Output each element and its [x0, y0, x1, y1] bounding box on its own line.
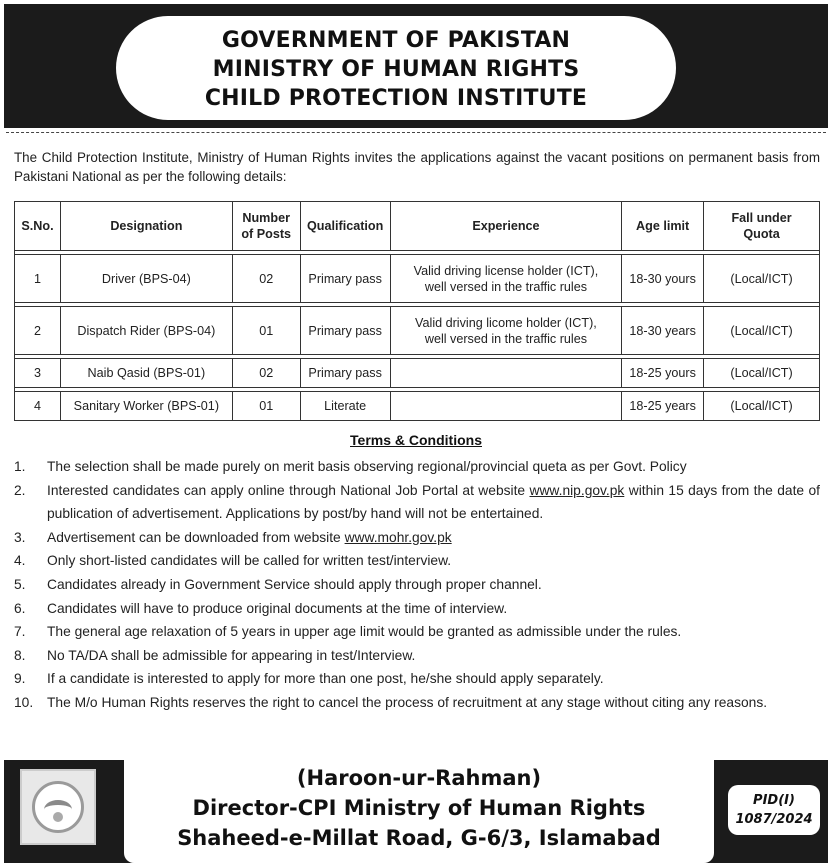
header-government: GOVERNMENT OF PAKISTAN — [221, 28, 571, 53]
vacancy-table — [14, 201, 820, 421]
intro-paragraph: The Child Protection Institute, Ministry of Human Rights invites the applications against the vacant positions on permanent basis from Pakistani National as per the following details: — [14, 150, 820, 184]
list-item: 9. If a candidate is interested to apply for more than one post, he/she should apply separately. — [14, 671, 604, 687]
col-designation: Designation — [60, 202, 232, 251]
emblem-icon — [32, 781, 84, 833]
signatory-address: Shaheed-e-Millat Road, G-6/3, Islamabad — [177, 826, 661, 850]
experience-cell — [390, 359, 622, 388]
dashed-divider — [6, 132, 826, 133]
col-age: Age limit — [622, 202, 704, 251]
list-item: 10. The M/o Human Rights reserves the right to cancel the process of recruitment at any stage without citing any reasons. — [14, 694, 768, 710]
table-row: 3 Naib Qasid (BPS-01) 02 Primary pass 18-25 yours (Local/ICT) — [15, 359, 820, 388]
table-row: 4 Sanitary Worker (BPS-01) 01 Literate 18-25 years (Local/ICT) — [15, 392, 820, 421]
col-posts: Number of Posts — [232, 202, 300, 251]
list-item: 2. Interested candidates can apply online through National Job Portal at website www.nip.gov.pk within 15 days from the date of publication of advertisement. Applications by post/by hand will not be entertained. — [14, 482, 820, 522]
col-experience: Experience — [390, 202, 622, 251]
table-row: 2 Dispatch Rider (BPS-04) 01 Primary pass Valid driving licome holder (ICT), well versed in the traffic rules 18-30 years (Local/ICT) — [15, 307, 820, 355]
ministry-logo — [20, 769, 96, 845]
list-item: 7. The general age relaxation of 5 years in upper age limit would be granted as admissible under the rules. — [14, 624, 682, 640]
header-title-block — [116, 16, 676, 120]
list-item: 3. Advertisement can be downloaded from website www.mohr.gov.pk — [14, 529, 452, 545]
col-qualification: Qualification — [300, 202, 390, 251]
header-ministry: MINISTRY OF HUMAN RIGHTS — [212, 57, 580, 82]
signatory-name: (Haroon-ur-Rahman) — [296, 766, 542, 790]
experience-cell: Valid driving license holder (ICT), well versed in the traffic rules — [390, 255, 622, 303]
header-institute: CHILD PROTECTION INSTITUTE — [204, 86, 588, 111]
terms-list — [14, 455, 820, 715]
list-item: 4. Only short-listed candidates will be called for written test/interview. — [14, 553, 452, 569]
terms-heading: Terms & Conditions — [350, 432, 482, 448]
signatory-block — [124, 760, 714, 863]
list-item: 1. The selection shall be made purely on merit basis observing regional/provincial queta as per Govt. Policy — [14, 459, 687, 474]
list-item: 6. Candidates will have to produce original documents at the time of interview. — [14, 600, 508, 616]
header-banner — [4, 4, 828, 128]
table-header-row — [15, 202, 820, 251]
mohr-website-link[interactable]: www.mohr.gov.pk — [344, 529, 452, 545]
col-quota: Fall under Quota — [704, 202, 820, 251]
pid-badge: PID(I) 1087/2024 — [728, 785, 820, 835]
footer-banner — [4, 760, 828, 863]
nip-website-link[interactable]: www.nip.gov.pk — [529, 482, 625, 498]
table-row: 1 Driver (BPS-04) 02 Primary pass Valid driving license holder (ICT), well versed in the traffic rules 18-30 yours (Local/ICT) — [15, 255, 820, 303]
signatory-title: Director-CPI Ministry of Human Rights — [192, 796, 646, 820]
col-sno: S.No. — [15, 202, 61, 251]
experience-cell: Valid driving licome holder (ICT), well versed in the traffic rules — [390, 307, 622, 355]
list-item: 8. No TA/DA shall be admissible for appearing in test/Interview. — [14, 647, 416, 663]
experience-cell — [390, 392, 622, 421]
list-item: 5. Candidates already in Government Service should apply through proper channel. — [14, 576, 542, 592]
